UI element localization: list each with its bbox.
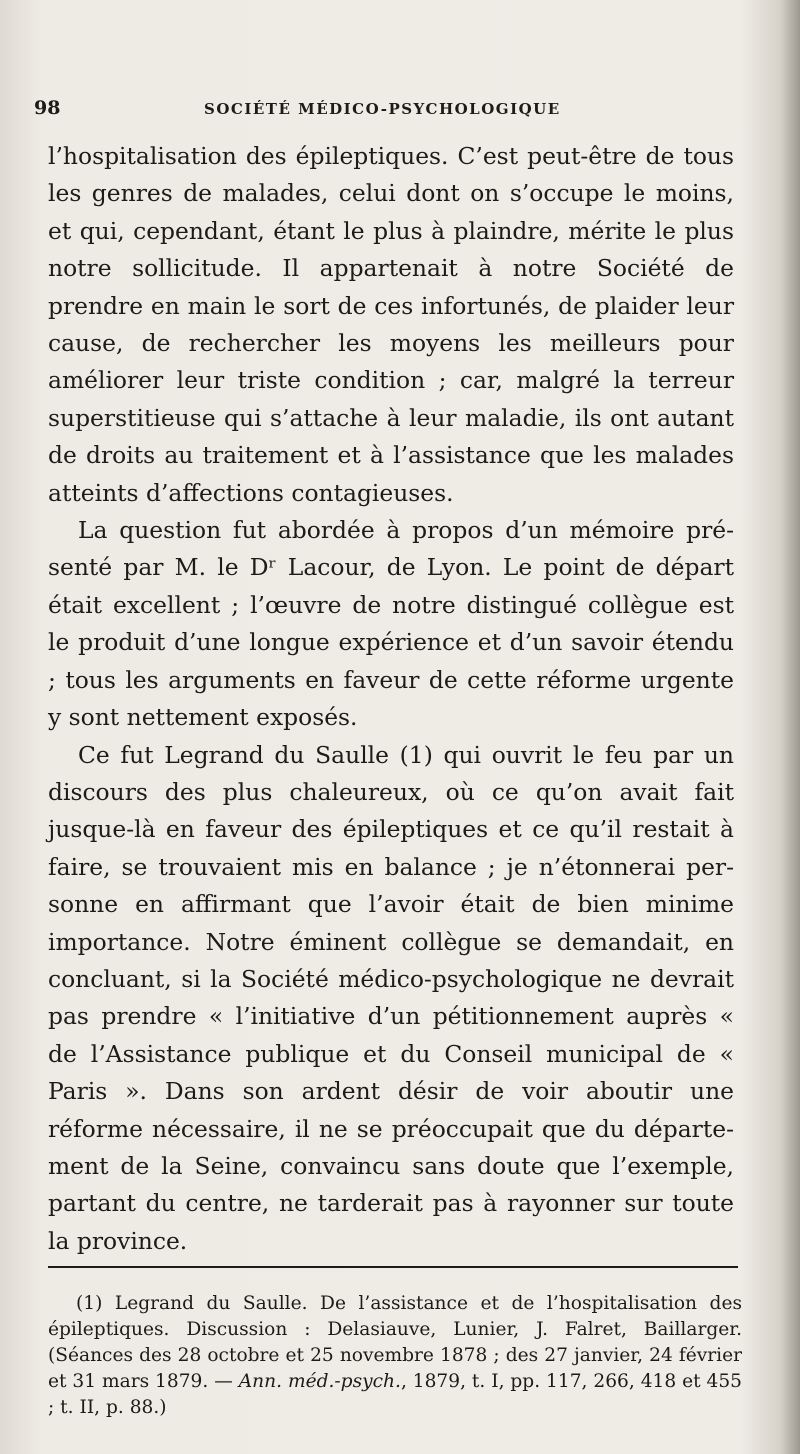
- footnote-text-start: (1) Legrand du Saulle. De l’assistance et de l’hospitalisation des épileptiques. Discussion : Delasiauve, Lunier, J. Falret, Baillarger. (Séances des 28 octobre et 25 novembre 1878 ; des 27 janvier, 24 février et 31 mars 1879. —: [48, 1293, 742, 1392]
- footnote-text-end: , 1879, t. I, pp. 117, 266, 418 et 455 ; t. II, p. 88.): [48, 1371, 742, 1418]
- main-text: [48, 138, 734, 1260]
- running-title: SOCIÉTÉ MÉDICO-PSYCHOLOGIQUE: [204, 100, 561, 118]
- paragraph-1: l’hospitalisation des épileptiques. C’est peut-être de tous les genres de malades, celui dont on s’occupe le moins, et qui, cependant, étant le plus à plaindre, mérite le plus notre sollicitude. Il appartenait à notre Société de prendre en main le sort de ces infortunés, de plaider leur cause, de rechercher les moyens les meilleurs pour améliorer leur triste condition ; car, malgré la terreur superstitieuse qui s’attache à leur maladie, ils ont autant de droits au traitement et à l’assistance que les malades atteints d’affections contagieuses.: [48, 142, 734, 507]
- footnote: [48, 1291, 742, 1421]
- footnote-divider: [48, 1266, 738, 1268]
- page-number: 98: [34, 97, 61, 119]
- page-header: [34, 97, 734, 125]
- footnote-journal-title: Ann. méd.-psych.: [238, 1371, 401, 1392]
- footnote-paragraph: [48, 1291, 742, 1421]
- paragraph-3: Ce fut Legrand du Saulle (1) qui ouvrit le feu par un discours des plus chaleureux, où ce qu’on avait fait jusque-là en faveur des épileptiques et ce qu’il restait à faire, se trouvaient mis en balance ; je n’étonnerai personne en affirmant que l’avoir était de bien minime importance. Notre éminent collègue se demandait, en concluant, si la Société médico-psychologique ne devrait pas prendre « l’initiative d’un pétitionnement auprès « de l’Assistance publique et du Conseil municipal de « Paris ». Dans son ardent désir de voir aboutir une réforme nécessaire, il ne se préoccupait que du département de la Seine, convaincu sans doute que l’exemple, partant du centre, ne tarderait pas à rayonner sur toute la province.: [48, 740, 734, 1255]
- paragraph-2: La question fut abordée à propos d’un mémoire présenté par M. le Dʳ Lacour, de Lyon. Le point de départ était excellent ; l’œuvre de notre distingué collègue est le produit d’une longue expérience et d’un savoir étendu ; tous les arguments en faveur de cette réforme urgente y sont nettement exposés.: [48, 516, 734, 732]
